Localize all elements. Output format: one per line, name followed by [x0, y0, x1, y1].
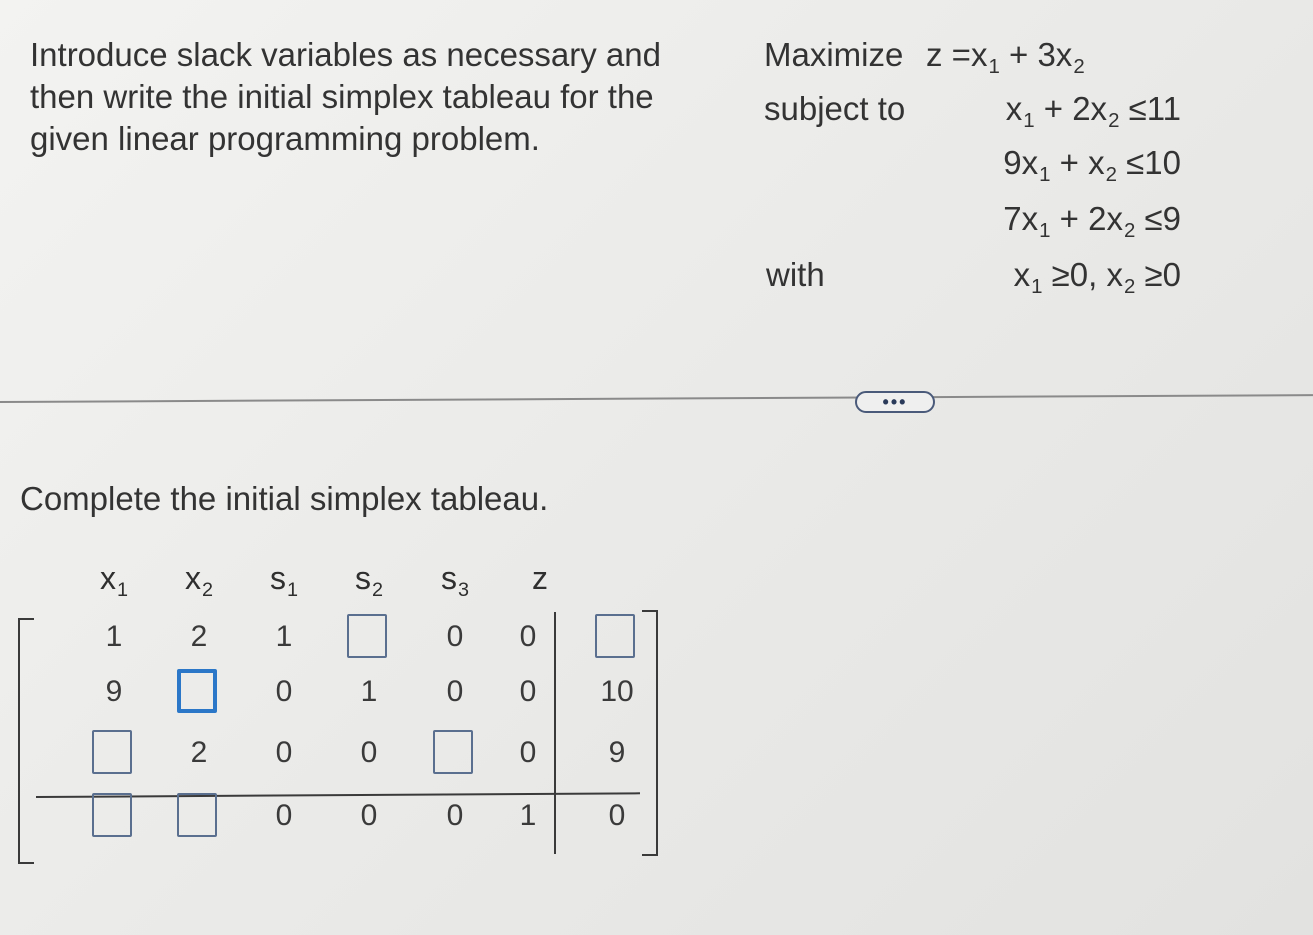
tableau-cell-r2c6: 9: [608, 736, 626, 769]
instructions-text: Introduce slack variables as necessary and then write the initial simplex tableau for the given linear programming problem.: [30, 36, 661, 157]
tableau-cell-r0c2: 1: [275, 620, 293, 653]
subject-to-label: subject to: [764, 90, 906, 127]
column-header-x1: $x_1$: [99, 560, 129, 601]
tableau-cell-r1c0: 9: [105, 675, 123, 708]
tableau-input-r3c1[interactable]: [177, 793, 217, 837]
tableau-cell-r3c5: 1: [519, 799, 537, 832]
tableau-cell-r1c5: 0: [519, 675, 537, 708]
tableau-cell-r3c4: 0: [446, 799, 464, 832]
tableau-input-r0c6[interactable]: [595, 614, 635, 658]
constraint-3: $7x_1 + 2x_2 \le 9$: [1003, 200, 1181, 243]
tableau-cell-r1c2: 0: [275, 675, 293, 708]
tableau-cell-r2c5: 0: [519, 736, 537, 769]
nonnegativity-constraint: $x_1 \ge 0$, $x_2 \ge 0$: [1013, 256, 1181, 299]
column-header-x2: $x_2$: [184, 560, 214, 601]
tableau-cell-r1c4: 0: [446, 675, 464, 708]
tableau-cell-r0c4: 0: [446, 620, 464, 653]
tableau-cell-r3c6: 0: [608, 799, 626, 832]
with-label: with: [766, 256, 825, 293]
matrix-left-bracket: [18, 618, 34, 864]
column-header-s2: $s_2$: [354, 560, 384, 601]
tableau-cell-r0c5: 0: [519, 620, 537, 653]
tableau-cell-r0c0: 1: [105, 620, 123, 653]
tableau-cell-r2c2: 0: [275, 736, 293, 769]
column-header-s3: $s_3$: [440, 560, 470, 601]
constraint-1: $x_1 + 2x_2 \le 11$: [1005, 90, 1181, 133]
tableau-cell-r3c3: 0: [360, 799, 378, 832]
tableau-cell-r0c1: 2: [190, 620, 208, 653]
tableau-cell-r2c1: 2: [190, 736, 208, 769]
tableau-input-r0c3[interactable]: [347, 614, 387, 658]
tableau-input-r2c0[interactable]: [92, 730, 132, 774]
tableau-input-r1c1[interactable]: [177, 669, 217, 713]
objective-function: $z =x_1 + 3x_2$: [926, 36, 1085, 79]
section-divider: [0, 394, 1313, 403]
column-header-s1: $s_1$: [269, 560, 299, 601]
tableau-input-r3c0[interactable]: [92, 793, 132, 837]
tableau-cell-r3c2: 0: [275, 799, 293, 832]
column-header-z: z: [532, 560, 548, 596]
tableau-input-r2c4[interactable]: [433, 730, 473, 774]
tableau-cell-r1c3: 1: [360, 675, 378, 708]
tableau-cell-r2c3: 0: [360, 736, 378, 769]
maximize-label: Maximize: [764, 36, 904, 73]
constraint-2: $9x_1 + x_2 \le 10$: [1003, 144, 1181, 187]
show-more-button[interactable]: •••: [855, 391, 935, 413]
complete-tableau-label: Complete the initial simplex tableau.: [20, 480, 549, 517]
tableau-cell-r1c6: 10: [600, 675, 634, 708]
